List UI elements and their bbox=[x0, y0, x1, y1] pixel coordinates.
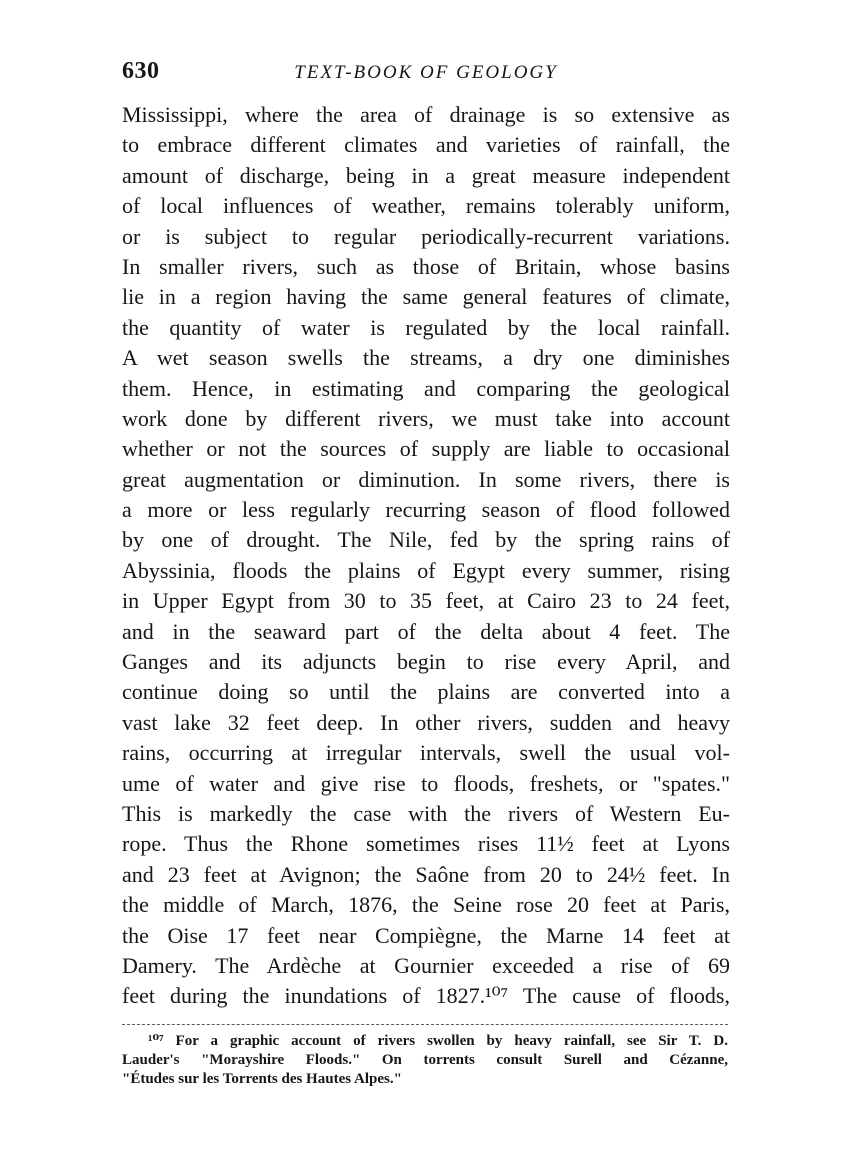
text-line: a more or less regularly recurring season of flood followed bbox=[122, 497, 730, 523]
text-line: In smaller rivers, such as those of Britain, whose basins bbox=[122, 253, 730, 279]
text-line: continue doing so until the plains are converted into a bbox=[122, 679, 730, 705]
footnote-line: "Études sur les Torrents des Hautes Alpes." bbox=[122, 1071, 402, 1087]
text-line: great augmentation or diminution. In some rivers, there is bbox=[122, 466, 730, 492]
page-number: 630 bbox=[122, 58, 160, 84]
text-line: the middle of March, 1876, the Seine rose 20 feet at Paris, bbox=[122, 892, 730, 918]
text-line: A wet season swells the streams, a dry one diminishes bbox=[122, 345, 730, 371]
page-header bbox=[122, 58, 730, 92]
footnote-line: ¹⁰⁷ For a graphic account of rivers swollen by heavy rainfall, see Sir T. D. bbox=[148, 1033, 728, 1049]
text-line: whether or not the sources of supply are liable to occasional bbox=[122, 436, 730, 462]
text-line: feet during the inundations of 1827.¹⁰⁷ The cause of floods, bbox=[122, 983, 730, 1009]
text-line: in Upper Egypt from 30 to 35 feet, at Cairo 23 to 24 feet, bbox=[122, 588, 730, 614]
footnote-divider bbox=[122, 1024, 728, 1025]
text-line: Mississippi, where the area of drainage is so extensive as bbox=[122, 102, 730, 127]
text-line: by one of drought. The Nile, fed by the spring rains of bbox=[122, 527, 730, 553]
text-line: or is subject to regular periodically-recurrent variations. bbox=[122, 223, 730, 249]
text-line: Ganges and its adjuncts begin to rise every April, and bbox=[122, 649, 730, 675]
footnote-line: Lauder's "Morayshire Floods." On torrents consult Surell and Cézanne, bbox=[122, 1052, 728, 1068]
text-line: Abyssinia, floods the plains of Egypt every summer, rising bbox=[122, 557, 730, 583]
text-line: Damery. The Ardèche at Gournier exceeded a rise of 69 bbox=[122, 952, 730, 978]
text-line: rains, occurring at irregular intervals, swell the usual vol- bbox=[122, 740, 730, 766]
text-line: lie in a region having the same general features of climate, bbox=[122, 284, 730, 310]
text-line: vast lake 32 feet deep. In other rivers, sudden and heavy bbox=[122, 709, 730, 735]
text-line: the Oise 17 feet near Compiègne, the Marne 14 feet at bbox=[122, 922, 730, 948]
text-line: amount of discharge, being in a great measure independent bbox=[122, 162, 730, 188]
footnote bbox=[122, 1032, 728, 1089]
running-head: TEXT-BOOK OF GEOLOGY bbox=[294, 62, 558, 83]
text-line: them. Hence, in estimating and comparing the geological bbox=[122, 375, 730, 401]
text-line: This is markedly the case with the rivers of Western Eu- bbox=[122, 800, 730, 826]
text-line: of local influences of weather, remains tolerably uniform, bbox=[122, 193, 730, 219]
text-line: work done by different rivers, we must take into account bbox=[122, 405, 730, 431]
text-line: and in the seaward part of the delta about 4 feet. The bbox=[122, 618, 730, 644]
text-line: ume of water and give rise to floods, freshets, or "spates." bbox=[122, 770, 730, 796]
text-line: the quantity of water is regulated by the local rainfall. bbox=[122, 314, 730, 340]
text-line: rope. Thus the Rhone sometimes rises 11½ feet at Lyons bbox=[122, 831, 730, 857]
text-line: and 23 feet at Avignon; the Saône from 20 to 24½ feet. In bbox=[122, 861, 730, 887]
body-text bbox=[122, 100, 730, 1012]
text-line: to embrace different climates and varieties of rainfall, the bbox=[122, 132, 730, 158]
